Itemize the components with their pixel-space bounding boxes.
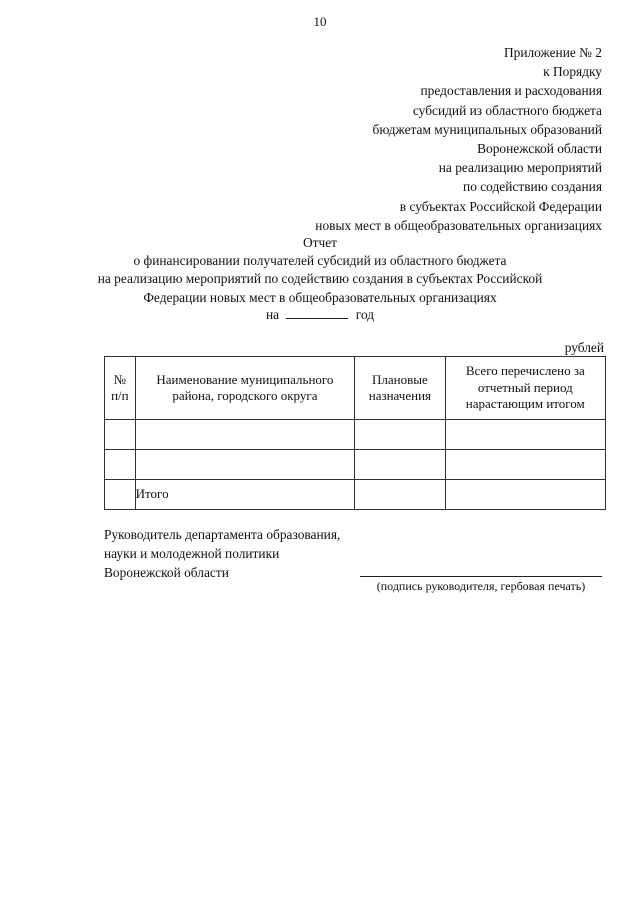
cell-municipality[interactable] [135, 450, 355, 480]
signature-caption: (подпись руководителя, гербовая печать) [376, 579, 586, 593]
report-subtitle-line: Федерации новых мест в общеобразовательных организациях [143, 289, 497, 305]
report-title-block [40, 234, 600, 307]
cell-number [105, 480, 136, 510]
appendix-line: к Порядку [543, 64, 602, 80]
year-prefix: на [265, 307, 280, 322]
appendix-line: предоставления и расходования [420, 83, 602, 99]
header-planned-line1: Плановые [372, 371, 428, 387]
cell-planned[interactable] [355, 450, 445, 480]
header-municipality-line2: района, городского округа [172, 388, 318, 403]
total-row-label: Итого [135, 480, 355, 510]
header-total-line3: нарастающим итогом [465, 396, 585, 412]
units-label: рублей [564, 340, 604, 355]
cell-total[interactable] [445, 420, 605, 450]
table-row [105, 420, 606, 450]
report-year-line [0, 306, 640, 323]
header-planned [355, 357, 445, 420]
table-row [105, 450, 606, 480]
header-municipality [135, 357, 355, 420]
report-table [104, 356, 606, 510]
appendix-line: в субъектах Российской Федерации [399, 198, 602, 214]
header-number [105, 357, 136, 420]
cell-planned-total[interactable] [355, 480, 445, 510]
header-total-transferred [445, 357, 605, 420]
appendix-line: Приложение № 2 [503, 45, 602, 60]
appendix-line: на реализацию мероприятий [438, 160, 602, 176]
appendix-header [242, 43, 602, 235]
header-planned-line2: назначения [368, 388, 432, 403]
signatory-line: науки и молодежной политики [104, 546, 280, 561]
year-blank-field[interactable] [286, 306, 348, 319]
signature-line[interactable] [360, 576, 602, 577]
cell-total[interactable] [445, 450, 605, 480]
cell-number[interactable] [105, 450, 136, 480]
header-municipality-line1: Наименование муниципального [156, 371, 334, 387]
appendix-line: новых мест в общеобразовательных организациях [315, 217, 602, 233]
page-number: 10 [313, 14, 327, 29]
cell-total-sum[interactable] [445, 480, 605, 510]
header-number-line2: п/п [111, 388, 129, 403]
signatory-line: Руководитель департамента образования, [104, 527, 341, 542]
year-suffix: год [355, 307, 375, 322]
report-title: Отчет [302, 235, 338, 250]
table-total-row [105, 480, 606, 510]
cell-planned[interactable] [355, 420, 445, 450]
header-total-line1: Всего перечислено за [465, 363, 585, 379]
cell-number[interactable] [105, 420, 136, 450]
report-subtitle-line: на реализацию мероприятий по содействию создания в субъектах Российской [97, 271, 543, 287]
appendix-line: Воронежской области [477, 141, 602, 157]
table-header-row [105, 357, 606, 420]
appendix-line: субсидий из областного бюджета [412, 102, 602, 118]
appendix-line: бюджетам муниципальных образований [372, 121, 602, 137]
appendix-line: по содействию создания [463, 179, 602, 195]
cell-municipality[interactable] [135, 420, 355, 450]
header-total-line2: отчетный период [477, 379, 573, 395]
signatory-line: Воронежской области [104, 565, 229, 580]
report-subtitle-line: о финансировании получателей субсидий из областного бюджета [133, 253, 507, 269]
header-number-line1: № [113, 371, 127, 387]
signature-block [104, 525, 340, 582]
